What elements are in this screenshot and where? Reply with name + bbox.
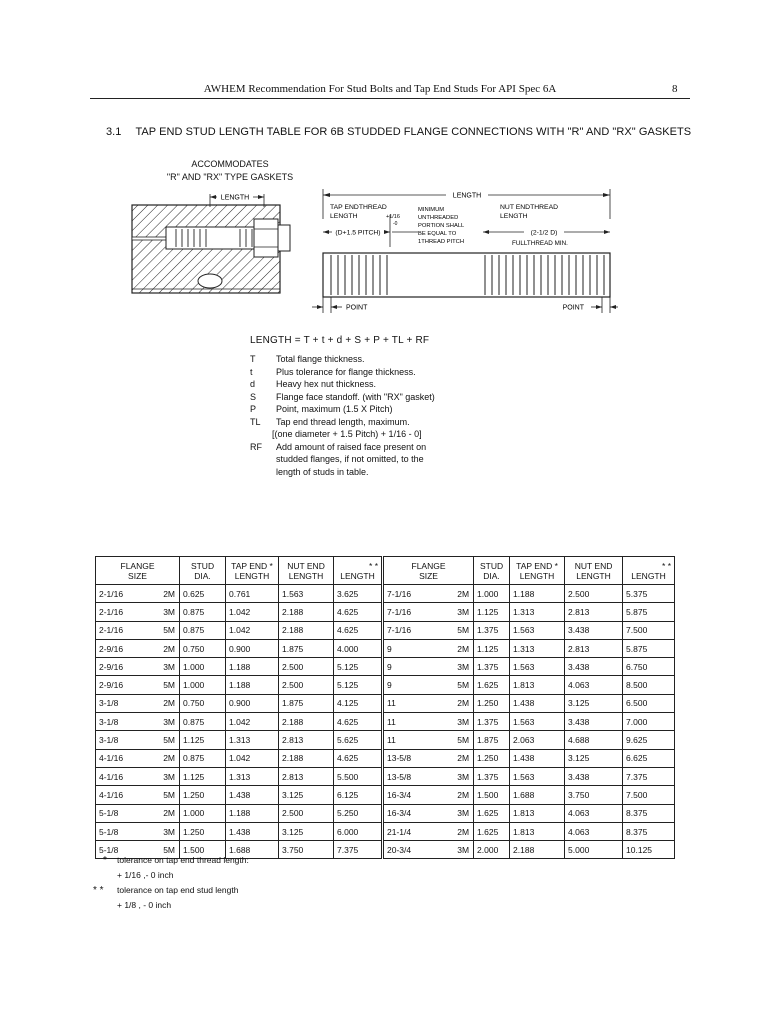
cell-stud-dia: 1.625 — [474, 822, 510, 840]
definition-symbol: TL — [250, 416, 261, 427]
cell-total-length: 6.000 — [334, 822, 383, 840]
cell-tap-end-length: 1.813 — [510, 676, 565, 694]
cell-pressure-class: 3M — [150, 822, 180, 840]
cell-total-length: 8.500 — [623, 676, 675, 694]
cell-total-length: 7.500 — [623, 621, 675, 639]
cell-flange-size: 4-1/16 — [96, 786, 150, 804]
header-flange-size: FLANGE SIZE — [96, 557, 180, 585]
cell-nut-end-length: 4.063 — [565, 804, 623, 822]
accommodates-line-1: ACCOMMODATES — [191, 159, 269, 169]
cell-tap-end-length: 1.188 — [226, 804, 279, 822]
cell-pressure-class: 3M — [442, 841, 474, 859]
accommodates-label — [150, 158, 310, 184]
cell-total-length: 6.625 — [623, 749, 675, 767]
note-text: tolerance on tap end stud length — [117, 885, 239, 895]
cell-pressure-class: 5M — [442, 621, 474, 639]
cell-flange-size: 2-1/16 — [96, 603, 150, 621]
cell-total-length: 7.375 — [334, 841, 383, 859]
cell-tap-end-length: 1.688 — [226, 841, 279, 859]
cell-total-length: 4.000 — [334, 639, 383, 657]
cell-total-length: 4.625 — [334, 713, 383, 731]
diagram-right-length: LENGTH — [452, 192, 482, 200]
cell-total-length: 8.375 — [623, 822, 675, 840]
table-row — [96, 804, 675, 822]
stud-length-drawing — [312, 189, 618, 313]
cell-stud-dia: 1.250 — [474, 749, 510, 767]
cell-total-length: 8.375 — [623, 804, 675, 822]
table-row — [96, 603, 675, 621]
cell-pressure-class: 2M — [442, 749, 474, 767]
definition-text: Add amount of raised face present on — [276, 441, 427, 452]
cell-flange-size: 9 — [383, 658, 442, 676]
cell-flange-size: 11 — [383, 694, 442, 712]
cell-flange-size: 2-1/16 — [96, 585, 150, 603]
cell-total-length: 4.625 — [334, 749, 383, 767]
cell-stud-dia: 1.125 — [180, 731, 226, 749]
cell-total-length: 7.375 — [623, 767, 675, 785]
cell-pressure-class: 3M — [150, 713, 180, 731]
cell-nut-end-length: 1.563 — [279, 585, 334, 603]
cell-tap-end-length: 1.563 — [510, 658, 565, 676]
cell-stud-dia: 1.875 — [474, 731, 510, 749]
cell-tap-end-length: 1.042 — [226, 603, 279, 621]
table-row — [96, 676, 675, 694]
cell-tap-end-length: 1.563 — [510, 713, 565, 731]
cell-pressure-class: 2M — [442, 585, 474, 603]
cell-stud-dia: 2.000 — [474, 841, 510, 859]
cell-tap-end-length: 1.042 — [226, 621, 279, 639]
cell-pressure-class: 5M — [150, 731, 180, 749]
cell-stud-dia: 1.375 — [474, 658, 510, 676]
cell-nut-end-length: 2.500 — [279, 804, 334, 822]
cell-flange-size: 16-3/4 — [383, 786, 442, 804]
cell-flange-size: 13-5/8 — [383, 749, 442, 767]
table-header-row — [96, 557, 675, 585]
cell-flange-size: 7-1/16 — [383, 621, 442, 639]
cell-total-length: 5.125 — [334, 658, 383, 676]
table-body — [96, 585, 675, 859]
definition-text: Plus tolerance for flange thickness. — [276, 366, 416, 377]
cell-tap-end-length: 1.438 — [510, 749, 565, 767]
cell-flange-size: 11 — [383, 713, 442, 731]
cell-total-length: 4.125 — [334, 694, 383, 712]
cell-tap-end-length: 1.042 — [226, 749, 279, 767]
cell-total-length: 5.875 — [623, 639, 675, 657]
header-rule — [90, 98, 690, 99]
cell-tap-end-length: 1.313 — [226, 767, 279, 785]
cell-flange-size: 2-9/16 — [96, 658, 150, 676]
min-unthreaded-line-4: BE EQUAL TO — [418, 231, 457, 237]
definition-symbol: P — [250, 404, 257, 414]
cell-pressure-class: 2M — [442, 694, 474, 712]
cell-tap-end-length: 1.042 — [226, 713, 279, 731]
definition-text: Total flange thickness. — [276, 354, 365, 364]
cell-stud-dia: 1.375 — [474, 621, 510, 639]
tap-end-stud-diagram — [128, 185, 618, 315]
table-row — [96, 786, 675, 804]
cell-nut-end-length: 3.125 — [565, 694, 623, 712]
cell-nut-end-length: 2.188 — [279, 603, 334, 621]
tap-end-stud-length-table — [95, 556, 675, 859]
cell-stud-dia: 0.750 — [180, 639, 226, 657]
cell-total-length: 7.500 — [623, 786, 675, 804]
cell-flange-size: 3-1/8 — [96, 731, 150, 749]
cell-nut-end-length: 3.750 — [565, 786, 623, 804]
cell-total-length: 6.750 — [623, 658, 675, 676]
table-row — [96, 749, 675, 767]
cell-tap-end-length: 2.063 — [510, 731, 565, 749]
definition-text: Flange face standoff. (with "RX" gasket) — [276, 391, 435, 402]
cell-tap-end-length: 1.188 — [226, 658, 279, 676]
cell-nut-end-length: 1.875 — [279, 639, 334, 657]
cell-nut-end-length: 3.438 — [565, 621, 623, 639]
cell-stud-dia: 1.125 — [180, 767, 226, 785]
cell-tap-end-length: 1.813 — [510, 822, 565, 840]
cell-nut-end-length: 2.500 — [565, 585, 623, 603]
cell-total-length: 5.375 — [623, 585, 675, 603]
cell-pressure-class: 5M — [150, 841, 180, 859]
definition-symbol: t — [250, 366, 253, 377]
cell-pressure-class: 2M — [442, 822, 474, 840]
definition-symbol: RF — [250, 441, 262, 452]
cell-stud-dia: 0.875 — [180, 603, 226, 621]
cell-nut-end-length: 1.875 — [279, 694, 334, 712]
cell-flange-size: 11 — [383, 731, 442, 749]
cell-stud-dia: 1.250 — [180, 822, 226, 840]
cell-pressure-class: 2M — [150, 694, 180, 712]
cell-tap-end-length: 1.438 — [226, 786, 279, 804]
cell-total-length: 5.500 — [334, 767, 383, 785]
cell-nut-end-length: 3.438 — [565, 713, 623, 731]
cell-stud-dia: 1.125 — [474, 639, 510, 657]
cell-stud-dia: 1.625 — [474, 804, 510, 822]
table-row — [96, 731, 675, 749]
cell-total-length: 6.125 — [334, 786, 383, 804]
cell-flange-size: 9 — [383, 639, 442, 657]
point-left-label: POINT — [346, 304, 368, 312]
cell-flange-size: 3-1/8 — [96, 713, 150, 731]
cell-nut-end-length: 4.063 — [565, 676, 623, 694]
cell-nut-end-length: 3.438 — [565, 767, 623, 785]
cell-total-length: 5.250 — [334, 804, 383, 822]
cell-stud-dia: 1.500 — [474, 786, 510, 804]
cell-nut-end-length: 3.125 — [279, 786, 334, 804]
cell-stud-dia: 1.000 — [180, 658, 226, 676]
cell-nut-end-length: 2.813 — [565, 603, 623, 621]
cell-stud-dia: 0.625 — [180, 585, 226, 603]
cell-flange-size: 7-1/16 — [383, 585, 442, 603]
cell-tap-end-length: 1.188 — [226, 676, 279, 694]
cell-tap-end-length: 1.563 — [510, 621, 565, 639]
header-stud-dia: STUD DIA. — [474, 557, 510, 585]
cell-stud-dia: 1.000 — [474, 585, 510, 603]
point-right-label: POINT — [562, 304, 584, 312]
section-heading — [106, 126, 691, 138]
min-unthreaded-line-2: UNTHREADED — [418, 215, 459, 221]
note-value: + 1/8 , - 0 inch — [117, 900, 172, 910]
table-row — [96, 767, 675, 785]
header-tap-end-length: TAP END * LENGTH — [510, 557, 565, 585]
cell-stud-dia: 0.875 — [180, 749, 226, 767]
table-row — [96, 658, 675, 676]
cell-tap-end-length: 0.761 — [226, 585, 279, 603]
header-tap-end-length: TAP END * LENGTH — [226, 557, 279, 585]
cell-flange-size: 16-3/4 — [383, 804, 442, 822]
cell-tap-end-length: 1.313 — [510, 639, 565, 657]
cell-nut-end-length: 3.125 — [279, 822, 334, 840]
definition-text: length of studs in table. — [276, 466, 369, 477]
table-row — [96, 713, 675, 731]
cell-pressure-class: 3M — [442, 603, 474, 621]
cell-stud-dia: 0.875 — [180, 713, 226, 731]
cell-flange-size: 7-1/16 — [383, 603, 442, 621]
min-unthreaded-line-5: 1THREAD PITCH — [418, 239, 465, 245]
cell-stud-dia: 1.000 — [180, 676, 226, 694]
cell-total-length: 3.625 — [334, 585, 383, 603]
cell-nut-end-length: 3.438 — [565, 658, 623, 676]
cell-tap-end-length: 1.188 — [510, 585, 565, 603]
cell-stud-dia: 0.750 — [180, 694, 226, 712]
cell-tap-end-length: 2.188 — [510, 841, 565, 859]
cell-nut-end-length: 4.688 — [565, 731, 623, 749]
cell-nut-end-length: 3.750 — [279, 841, 334, 859]
cell-stud-dia: 1.500 — [180, 841, 226, 859]
cell-stud-dia: 1.125 — [474, 603, 510, 621]
definition-text: studded flanges, if not omitted, to the — [276, 454, 424, 464]
cell-flange-size: 2-1/16 — [96, 621, 150, 639]
table-row — [96, 822, 675, 840]
cell-tap-end-length: 0.900 — [226, 639, 279, 657]
tap-end-tolerance-plus: +1/16 — [386, 214, 400, 220]
cell-pressure-class: 2M — [150, 639, 180, 657]
cell-pressure-class: 2M — [150, 585, 180, 603]
cell-tap-end-length: 1.438 — [226, 822, 279, 840]
cell-tap-end-length: 1.688 — [510, 786, 565, 804]
cell-nut-end-length: 2.188 — [279, 749, 334, 767]
definition-text: Tap end thread length, maximum. — [276, 416, 410, 427]
cell-nut-end-length: 2.500 — [279, 658, 334, 676]
cell-tap-end-length: 1.813 — [510, 804, 565, 822]
cell-total-length: 7.000 — [623, 713, 675, 731]
header-nut-end-length: NUT END LENGTH — [565, 557, 623, 585]
cell-flange-size: 3-1/8 — [96, 694, 150, 712]
definition-symbol: d — [250, 379, 256, 389]
section-title: TAP END STUD LENGTH TABLE FOR 6B STUDDED FLANGE CONNECTIONS WITH "R" AND "RX" GASKETS — [135, 126, 692, 138]
accommodates-line-2: "R" AND "RX" TYPE GASKETS — [166, 172, 294, 182]
cell-nut-end-length: 2.813 — [279, 731, 334, 749]
note-marker: * — [103, 855, 107, 866]
cell-nut-end-length: 2.188 — [279, 621, 334, 639]
table-row — [96, 585, 675, 603]
cell-pressure-class: 3M — [442, 658, 474, 676]
length-formula: LENGTH = T + t + d + S + P + TL + RF — [250, 335, 430, 346]
cell-pressure-class: 5M — [442, 731, 474, 749]
cell-total-length: 10.125 — [623, 841, 675, 859]
cell-pressure-class: 2M — [150, 749, 180, 767]
cell-stud-dia: 0.875 — [180, 621, 226, 639]
tap-end-tolerance-minus: -0 — [393, 221, 398, 227]
cell-tap-end-length: 1.563 — [510, 767, 565, 785]
definition-text: Heavy hex nut thickness. — [276, 379, 377, 389]
cell-pressure-class: 3M — [442, 713, 474, 731]
cell-pressure-class: 2M — [150, 804, 180, 822]
cell-tap-end-length: 0.900 — [226, 694, 279, 712]
nut-end-label-line-1: NUT ENDTHREAD — [500, 204, 559, 211]
cell-nut-end-length: 2.188 — [279, 713, 334, 731]
note-marker: * * — [93, 885, 104, 896]
cell-nut-end-length: 2.813 — [565, 639, 623, 657]
cell-total-length: 6.500 — [623, 694, 675, 712]
cell-stud-dia: 1.000 — [180, 804, 226, 822]
cell-flange-size: 5-1/8 — [96, 804, 150, 822]
definition-symbol: S — [250, 391, 257, 402]
cell-tap-end-length: 1.313 — [510, 603, 565, 621]
cell-nut-end-length: 5.000 — [565, 841, 623, 859]
cell-pressure-class: 2M — [442, 639, 474, 657]
min-unthreaded-line-3: PORTION SHALL — [418, 223, 465, 229]
table-row — [96, 639, 675, 657]
cell-flange-size: 2-9/16 — [96, 639, 150, 657]
definition-text: Point, maximum (1.5 X Pitch) — [276, 404, 393, 414]
cell-pressure-class: 5M — [150, 621, 180, 639]
cell-flange-size: 5-1/8 — [96, 822, 150, 840]
tap-end-label-line-2: LENGTH — [330, 213, 358, 220]
running-header-title: AWHEM Recommendation For Stud Bolts and Tap End Studs For API Spec 6A — [203, 83, 557, 95]
cell-stud-dia: 1.625 — [474, 676, 510, 694]
header-flange-size: FLANGE SIZE — [383, 557, 474, 585]
diagram-left-length: LENGTH — [220, 194, 250, 202]
cell-flange-size: 13-5/8 — [383, 767, 442, 785]
cell-stud-dia: 1.250 — [474, 694, 510, 712]
header-length: * * LENGTH — [623, 557, 675, 585]
cell-nut-end-length: 2.500 — [279, 676, 334, 694]
cell-total-length: 4.625 — [334, 603, 383, 621]
cell-total-length: 5.875 — [623, 603, 675, 621]
cell-stud-dia: 1.375 — [474, 713, 510, 731]
cell-stud-dia: 1.375 — [474, 767, 510, 785]
cell-pressure-class: 5M — [150, 676, 180, 694]
nut-end-dimension: (2-1/2 D) — [530, 229, 558, 237]
note-text: tolerance on tap end thread length: — [117, 855, 249, 865]
cell-total-length: 5.625 — [334, 731, 383, 749]
cell-flange-size: 4-1/16 — [96, 767, 150, 785]
header-nut-end-length: NUT END LENGTH — [279, 557, 334, 585]
definition-symbol: T — [250, 354, 256, 364]
cell-total-length: 9.625 — [623, 731, 675, 749]
cell-total-length: 4.625 — [334, 621, 383, 639]
cell-pressure-class: 5M — [150, 786, 180, 804]
cell-nut-end-length: 4.063 — [565, 822, 623, 840]
cell-nut-end-length: 2.813 — [279, 767, 334, 785]
header-length: * * LENGTH — [334, 557, 383, 585]
cell-total-length: 5.125 — [334, 676, 383, 694]
cell-pressure-class: 2M — [442, 786, 474, 804]
cell-flange-size: 9 — [383, 676, 442, 694]
cell-flange-size: 5-1/8 — [96, 841, 150, 859]
flange-assembly-drawing — [132, 192, 290, 293]
page-number: 8 — [672, 83, 678, 95]
cell-flange-size: 21-1/4 — [383, 822, 442, 840]
header-stud-dia: STUD DIA. — [180, 557, 226, 585]
nut-end-label-line-2: LENGTH — [500, 213, 528, 220]
cell-nut-end-length: 3.125 — [565, 749, 623, 767]
cell-pressure-class: 3M — [150, 603, 180, 621]
note-value: + 1/16 ,- 0 inch — [117, 870, 174, 880]
section-number: 3.1 — [106, 126, 122, 138]
cell-pressure-class: 3M — [442, 804, 474, 822]
tap-end-dimension: (D+1.5 PITCH) — [335, 229, 381, 237]
cell-flange-size: 4-1/16 — [96, 749, 150, 767]
nut-end-full-thread: FULLTHREAD MIN. — [512, 240, 568, 247]
min-unthreaded-line-1: MINIMUM — [418, 207, 445, 213]
table-row — [96, 621, 675, 639]
cell-pressure-class: 3M — [150, 658, 180, 676]
cell-flange-size: 2-9/16 — [96, 676, 150, 694]
cell-pressure-class: 3M — [150, 767, 180, 785]
cell-pressure-class: 3M — [442, 767, 474, 785]
cell-tap-end-length: 1.313 — [226, 731, 279, 749]
table-row — [96, 694, 675, 712]
definition-text: [(one diameter + 1.5 Pitch) + 1/16 - 0] — [272, 429, 422, 439]
cell-stud-dia: 1.250 — [180, 786, 226, 804]
cell-tap-end-length: 1.438 — [510, 694, 565, 712]
tap-end-label-line-1: TAP ENDTHREAD — [330, 204, 387, 211]
cell-flange-size: 20-3/4 — [383, 841, 442, 859]
cell-pressure-class: 5M — [442, 676, 474, 694]
